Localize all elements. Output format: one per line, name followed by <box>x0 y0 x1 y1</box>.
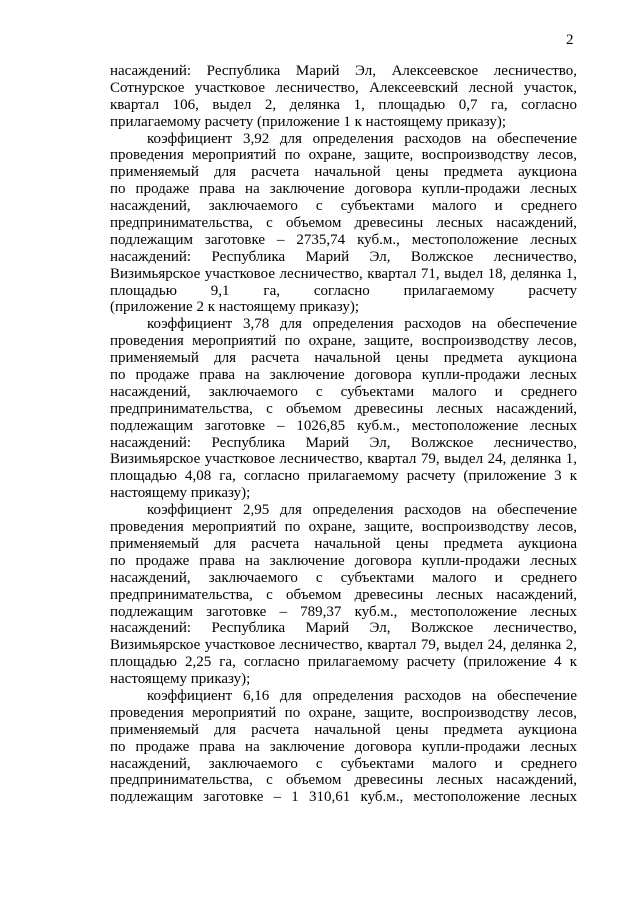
text-line: коэффициент 6,16 для определения расходов на обеспечение <box>147 687 577 704</box>
text-line: Визимьярское участковое лесничество, квартал 79, выдел 24, делянка 2, <box>110 637 577 654</box>
paragraph-coefficient-3-78 <box>110 316 577 502</box>
text-line: подлежащим заготовке – 1026,85 куб.м., местоположение лесных <box>110 417 577 434</box>
text-line: коэффициент 3,78 для определения расходов на обеспечение <box>147 316 577 333</box>
text-line: проведения мероприятий по охране, защите, воспроизводству лесов, <box>110 519 577 536</box>
text-line: насаждений: Республика Марий Эл, Волжское лесничество, <box>110 620 577 637</box>
text-line: насаждений, заключаемого с субъектами малого и среднего <box>110 383 577 400</box>
text-line: применяемый для расчета начальной цены предмета аукциона <box>110 350 577 367</box>
document-body <box>110 63 577 806</box>
text-line: площадью 4,08 га, согласно прилагаемому расчету (приложение 3 к <box>110 468 577 485</box>
text-line: Визимьярское участковое лесничество, квартал 71, выдел 18, делянка 1, <box>110 265 577 282</box>
text-line: насаждений: Республика Марий Эл, Алексеевское лесничество, <box>110 63 577 79</box>
text-line: по продаже права на заключение договора купли-продажи лесных <box>110 738 577 755</box>
text-line: предпринимательства, с объемом древесины лесных насаждений, <box>110 400 577 417</box>
text-line: прилагаемому расчету (приложение 1 к настоящему приказу); <box>110 113 506 130</box>
text-line: применяемый для расчета начальной цены предмета аукциона <box>110 721 577 738</box>
text-line: Сотнурское участковое лесничество, Алексеевский лесной участок, <box>110 79 577 96</box>
text-line: предпринимательства, с объемом древесины лесных насаждений, <box>110 215 577 232</box>
text-line: коэффициент 3,92 для определения расходов на обеспечение <box>147 130 577 147</box>
text-line: коэффициент 2,95 для определения расходов на обеспечение <box>147 502 577 519</box>
paragraph-coefficient-3-92 <box>110 131 577 317</box>
text-line: площадью 2,25 га, согласно прилагаемому расчету (приложение 4 к <box>110 654 577 671</box>
text-line: площадью 9,1 га, согласно прилагаемому расчету <box>110 282 577 299</box>
text-line: насаждений: Республика Марий Эл, Волжское лесничество, <box>110 434 577 451</box>
text-line: подлежащим заготовке – 2735,74 куб.м., местоположение лесных <box>110 231 577 248</box>
paragraph-coefficient-2-95 <box>110 502 577 688</box>
text-line: по продаже права на заключение договора купли-продажи лесных <box>110 552 577 569</box>
text-line: проведения мероприятий по охране, защите, воспроизводству лесов, <box>110 147 577 164</box>
text-line: настоящему приказу); <box>110 671 251 688</box>
text-line: квартал 106, выдел 2, делянка 1, площадью 0,7 га, согласно <box>110 96 577 113</box>
text-line: Визимьярское участковое лесничество, квартал 79, выдел 24, делянка 1, <box>110 451 577 468</box>
text-line: предпринимательства, с объемом древесины лесных насаждений, <box>110 772 577 789</box>
page-number: 2 <box>566 32 574 48</box>
paragraph-continuation <box>110 63 577 131</box>
text-line: насаждений: Республика Марий Эл, Волжское лесничество, <box>110 248 577 265</box>
text-line: применяемый для расчета начальной цены предмета аукциона <box>110 535 577 552</box>
text-line: применяемый для расчета начальной цены предмета аукциона <box>110 164 577 181</box>
text-line: насаждений, заключаемого с субъектами малого и среднего <box>110 198 577 215</box>
text-line: (приложение 2 к настоящему приказу); <box>110 299 360 316</box>
text-line: настоящему приказу); <box>110 485 251 502</box>
text-line: проведения мероприятий по охране, защите, воспроизводству лесов, <box>110 704 577 721</box>
text-line: по продаже права на заключение договора купли-продажи лесных <box>110 367 577 384</box>
text-line: предпринимательства, с объемом древесины лесных насаждений, <box>110 586 577 603</box>
text-line: подлежащим заготовке – 789,37 куб.м., местоположение лесных <box>110 603 577 620</box>
paragraph-coefficient-6-16 <box>110 688 577 806</box>
text-line: подлежащим заготовке – 1 310,61 куб.м., местоположение лесных <box>110 789 577 806</box>
text-line: насаждений, заключаемого с субъектами малого и среднего <box>110 755 577 772</box>
text-line: насаждений, заключаемого с субъектами малого и среднего <box>110 569 577 586</box>
text-line: проведения мероприятий по охране, защите, воспроизводству лесов, <box>110 333 577 350</box>
text-line: по продаже права на заключение договора купли-продажи лесных <box>110 181 577 198</box>
